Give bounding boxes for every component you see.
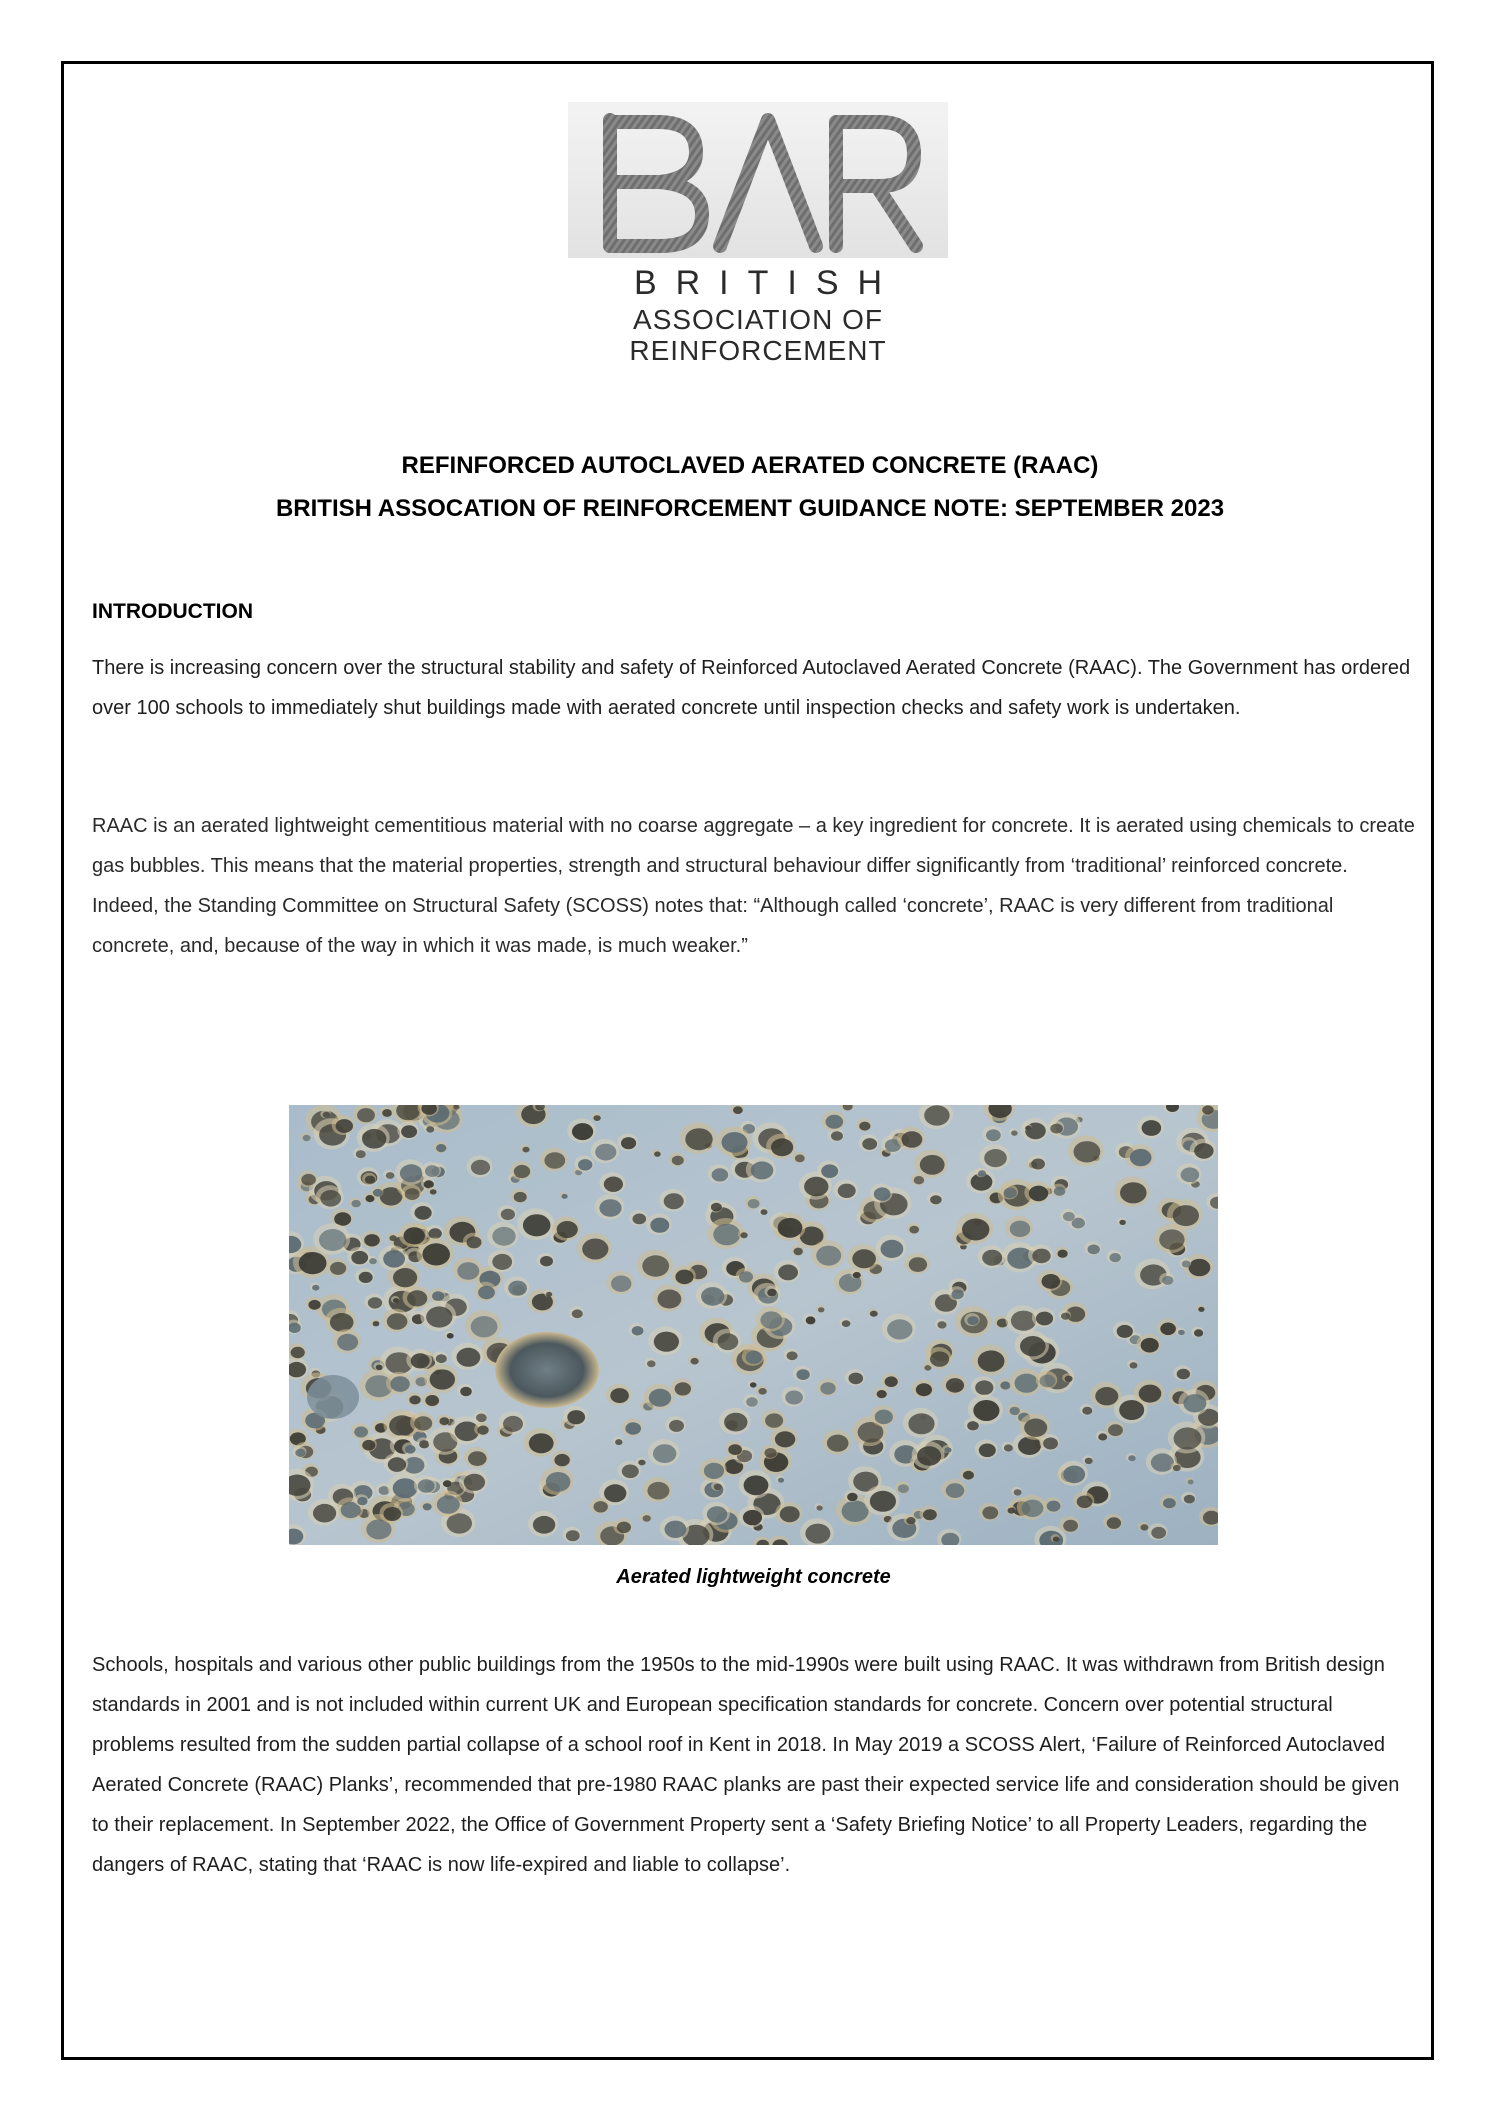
aerated-concrete-texture: [289, 1105, 1218, 1545]
body-paragraph-3: Schools, hospitals and various other public buildings from the 1950s to the mid-1990s were built using RAAC. It was withdrawn from British design standards in 2001 and is not included within current UK and European specification standards for concrete. Concern over potential structural problems resulted from the sudden partial collapse of a school roof in Kent in 2018. In May 2019 a SCOSS Alert, ‘Failure of Reinforced Autoclaved Aerated Concrete (RAAC) Planks’, recommended that pre-1980 RAAC planks are past their expected service life and consideration should be given to their replacement. In September 2022, the Office of Government Property sent a ‘Safety Briefing Notice’ to all Property Leaders, regarding the dangers of RAAC, stating that ‘RAAC is now life-expired and liable to collapse’.: [92, 1654, 1400, 1876]
introduction-paragraph-2: RAAC is an aerated lightweight cementitious material with no coarse aggregate – a key ingredient for concrete. It is aerated using chemicals to create gas bubbles. This means that the material properties, strength and structural behaviour differ significantly from ‘traditional’ reinforced concrete. Indeed, the Standing Committee on Structural Safety (SCOSS) notes that: “Although called ‘concrete’, RAAC is very different from traditional concrete, and, because of the way in which it was made, is much weaker.”: [92, 815, 1415, 957]
bar-logo-mark: [588, 106, 928, 256]
document-title: REFINFORCED AUTOCLAVED AERATED CONCRETE (RAAC): [401, 452, 1099, 479]
bar-logo: [568, 102, 948, 366]
introduction-paragraph-1: There is increasing concern over the structural stability and safety of Reinforced Autoclaved Aerated Concrete (RAAC). The Government has ordered over 100 schools to immediately shut buildings made with aerated concrete until inspection checks and safety work is undertaken.: [92, 657, 1411, 719]
document-subtitle: BRITISH ASSOCATION OF REINFORCEMENT GUIDANCE NOTE: SEPTEMBER 2023: [275, 495, 1225, 522]
figure-caption: Aerated lightweight concrete: [616, 1566, 891, 1588]
introduction-heading: INTRODUCTION: [92, 600, 253, 623]
large-pore: [495, 1332, 599, 1408]
logo-text-reinforcement: REINFORCEMENT: [629, 335, 887, 366]
logo-text-association: ASSOCIATION OF: [633, 304, 883, 335]
logo-text-british: BRITISH: [633, 264, 902, 302]
aerated-concrete-photo: [289, 1105, 1218, 1545]
large-pore: [307, 1375, 359, 1419]
